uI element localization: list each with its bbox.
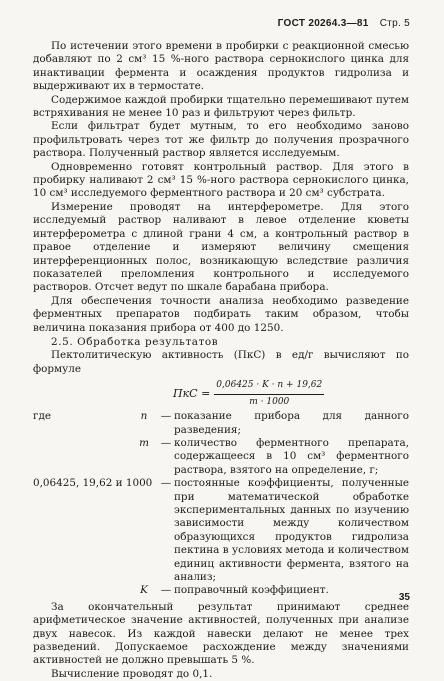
definition-text: поправочный коэффициент. <box>174 584 329 597</box>
definition-text: показание прибора для данного разведения; <box>174 410 409 436</box>
definition-lead <box>33 437 130 477</box>
definition-dash: — <box>160 436 172 449</box>
formula-denominator: m · 1000 <box>249 396 290 407</box>
page-header <box>278 18 410 29</box>
paragraph: Измерение проводят на интерферометре. Для этого исследуемый раствор наливают в левое отделение кюветы интерферометра с длиной грани 4 см, а контрольный раствор в правое отделение и измеряют величину смещения интерференционных полос, возникающую вследствие различия показателей преломления контрольного и исследуемого растворов. Отсчет ведут по шкале барабана прибора. <box>33 200 409 294</box>
paragraph: По истечении этого времени в пробирки с реакционной смесью добавляют по 2 см³ 15 %-ного раствора сернокислого цинка для инактивации фермента и осаждения продуктов гидролиза и выдерживают их в термостате. <box>33 40 409 93</box>
definition-text: постоянные коэффициенты, полученные при математической обработке экспериментальных данных по изучению зависимости между количеством образующихся продуктов гидролиза пектина в условиях метода и количеством единиц активности фермента, взятого на анализ; <box>174 477 409 584</box>
definition-row <box>33 437 409 477</box>
definition-dash: — <box>160 477 172 490</box>
definition-row <box>33 584 409 597</box>
definition-dash: — <box>160 584 172 597</box>
formula-lhs: ПкС = <box>173 387 211 401</box>
paragraph: Если фильтрат будет мутным, то его необходимо заново профильтровать через тот же фильтр до получения прозрачного раствора. Полученный раствор является исследуемым. <box>33 120 409 160</box>
definition-lead: 0,06425, 19,62 и 1000 <box>33 477 153 490</box>
formula-numerator: 0,06425 · K · n + 19,62 <box>214 379 324 394</box>
document-body <box>33 40 409 681</box>
formula <box>33 378 409 408</box>
definition-dash: — <box>160 410 172 423</box>
definition-symbol: K <box>140 584 148 597</box>
definition-symbol: m <box>139 436 149 449</box>
paragraph: Содержимое каждой пробирки тщательно перемешивают путем встряхивания не менее 10 раз и фильтруют через фильтр. <box>33 93 409 120</box>
definition-lead: где <box>33 410 51 423</box>
definition-text: количество ферментного препарата, содержащееся в 10 см³ ферментного раствора, взятого на определение, г; <box>174 436 409 476</box>
definition-symbol: n <box>140 410 148 423</box>
definition-lead <box>33 584 130 597</box>
paragraph: Пектолитическую активность (ПкС) в ед/г вычисляют по формуле <box>33 349 409 375</box>
paragraph: За окончательный результат принимают среднее арифметическое значение активностей, полученных при анализе двух навесок. Из каждой навески делают не менее трех разведений. Допускаемое расхождение между значениями активностей не должно превышать 5 %. <box>33 600 409 667</box>
page-number: 35 <box>398 592 410 603</box>
section-heading: 2.5. Обработка результатов <box>51 335 219 348</box>
definition-row <box>33 477 409 584</box>
paragraph: Одновременно готовят контрольный раствор. Для этого в пробирку наливают 2 см³ 15 %-ного раствора сернокислого цинка, 10 см³ исследуемого ферментного раствора и 20 см³ субстрата. <box>33 160 409 200</box>
standard-number: ГОСТ 20264.3—81 <box>277 18 369 29</box>
paragraph: Вычисление проводят до 0,1. <box>51 667 213 680</box>
paragraph: Для обеспечения точности анализа необходимо разведение ферментных препаратов подбирать таким образом, чтобы величина показания прибора от 400 до 1250. <box>33 294 409 334</box>
definitions-list <box>33 410 409 598</box>
formula-fraction <box>214 379 324 409</box>
page-label: Стр. 5 <box>379 18 410 29</box>
definition-row <box>33 410 409 437</box>
